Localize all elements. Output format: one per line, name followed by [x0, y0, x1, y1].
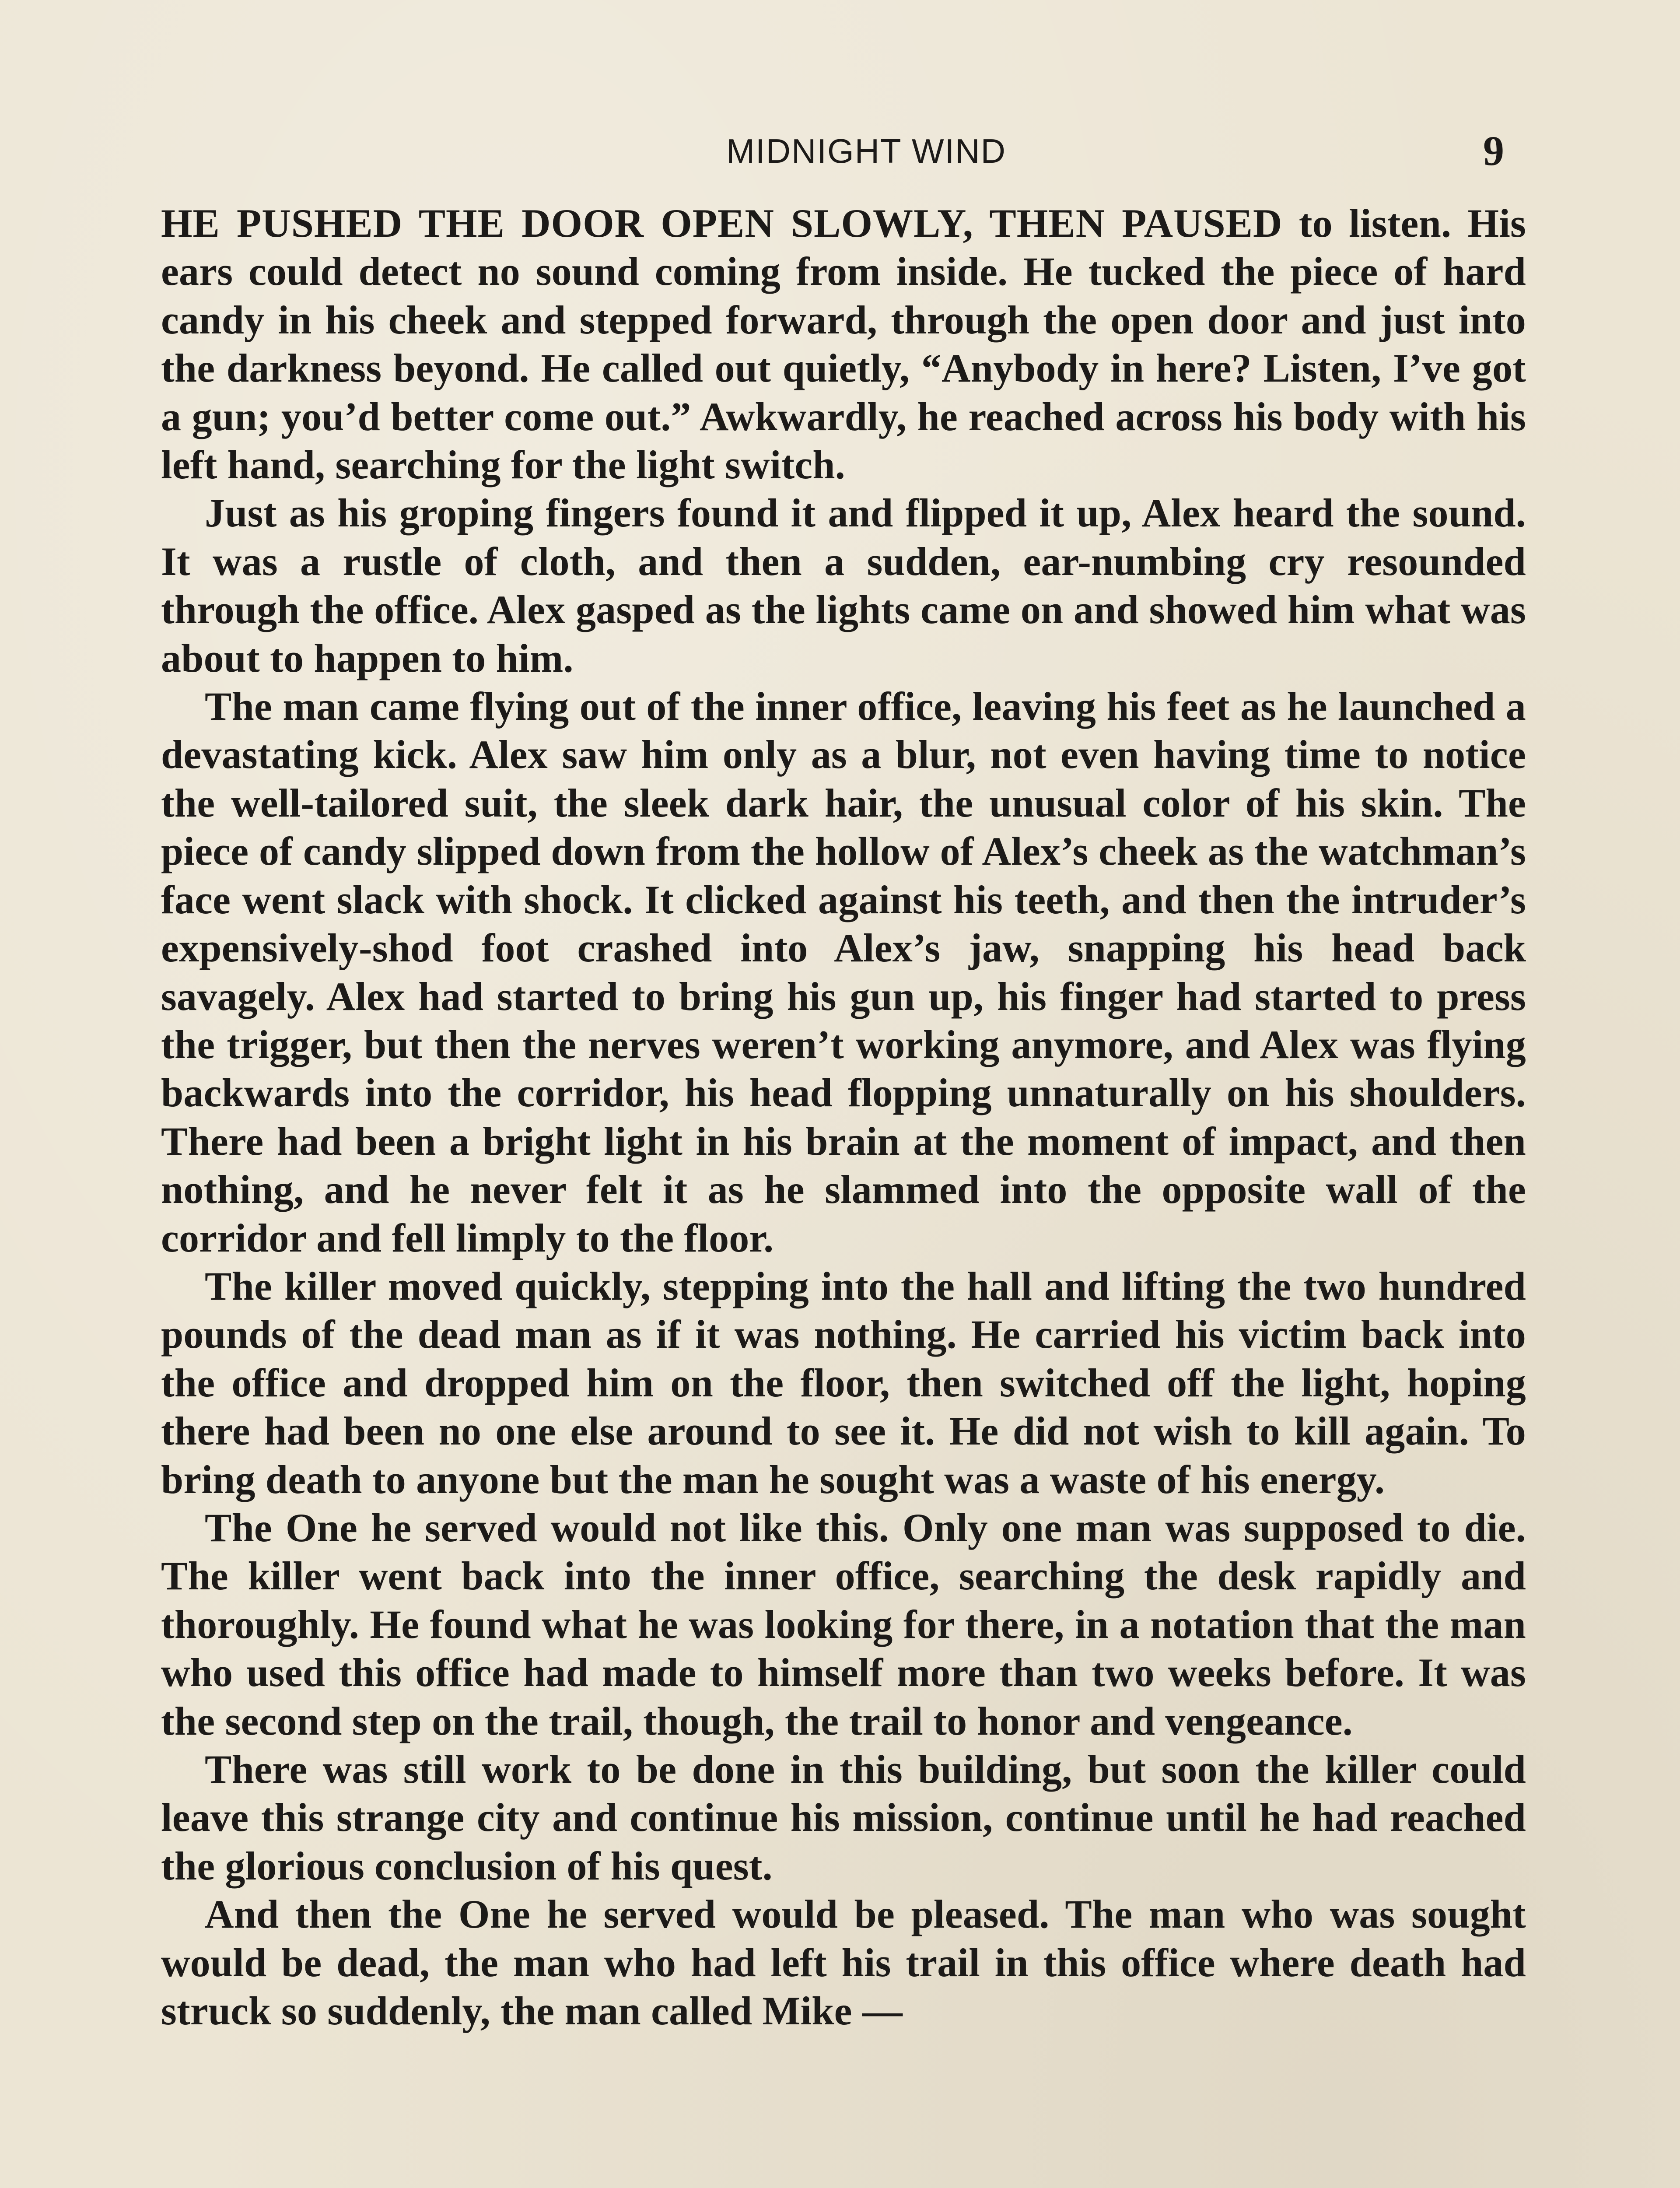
- running-title: MIDNIGHT WIND: [726, 132, 1006, 170]
- paragraph-4: The killer moved quickly, stepping into the hall and lifting the two hundred pounds of the dead man as if it was nothing. He carried his victim back into the office and dropped him on the floor, then switched off the light, hoping there had been no one else around to see it. He did not wish to kill again. To bring death to anyone but the man he sought was a waste of his energy.: [161, 1263, 1526, 1502]
- paragraph-lead-caps: HE PUSHED THE DOOR OPEN SLOWLY, THEN PAUSED: [161, 201, 1283, 245]
- paragraph-5: The One he served would not like this. Only one man was supposed to die. The killer went back into the inner office, searching the desk rapidly and thoroughly. He found what he was looking for there, in a notation that the man who used this office had made to himself more than two weeks before. It was the second step on the trail, though, the trail to honor and vengeance.: [161, 1505, 1526, 1743]
- paragraph-1: [161, 199, 1526, 489]
- paragraph-7: And then the One he served would be pleased. The man who was sought would be dead, the man who had left his trail in this office where death had struck so suddenly, the man called Mike —: [161, 1892, 1526, 2034]
- body-text: [161, 199, 1526, 2035]
- running-header: [0, 127, 1680, 179]
- paragraph-6: There was still work to be done in this building, but soon the killer could leave this strange city and continue his mission, continue until he had reached the glorious conclusion of his quest.: [161, 1747, 1526, 1888]
- paragraph-text: to listen. His ears could detect no sound coming from inside. He tucked the piece of hard candy in his cheek and stepped forward, through the open door and just into the darkness beyond. He called out quietly, “Anybody in here? Listen, I’ve got a gun; you’d better come out.” Awkwardly, he reached across his body with his left hand, searching for the light switch.: [161, 201, 1526, 487]
- page-number: 9: [1483, 127, 1504, 174]
- paragraph-3: The man came flying out of the inner office, leaving his feet as he launched a devastating kick. Alex saw him only as a blur, not even having time to notice the well-tailored suit, the sleek dark hair, the unusual color of his skin. The piece of candy slipped down from the hollow of Alex’s cheek as the watchman’s face went slack with shock. It clicked against his teeth, and then the intruder’s expensively-shod foot crashed into Alex’s jaw, snapping his head back savagely. Alex had started to bring his gun up, his finger had started to press the trigger, but then the nerves weren’t working anymore, and Alex was flying backwards into the corridor, his head flopping unnaturally on his shoulders. There had been a bright light in his brain at the moment of impact, and then nothing, and he never felt it as he slammed into the opposite wall of the corridor and fell limply to the floor.: [161, 684, 1526, 1260]
- paragraph-2: Just as his groping fingers found it and flipped it up, Alex heard the sound. It was a rustle of cloth, and then a sudden, ear-numbing cry resounded through the office. Alex gasped as the lights came on and showed him what was about to happen to him.: [161, 491, 1526, 680]
